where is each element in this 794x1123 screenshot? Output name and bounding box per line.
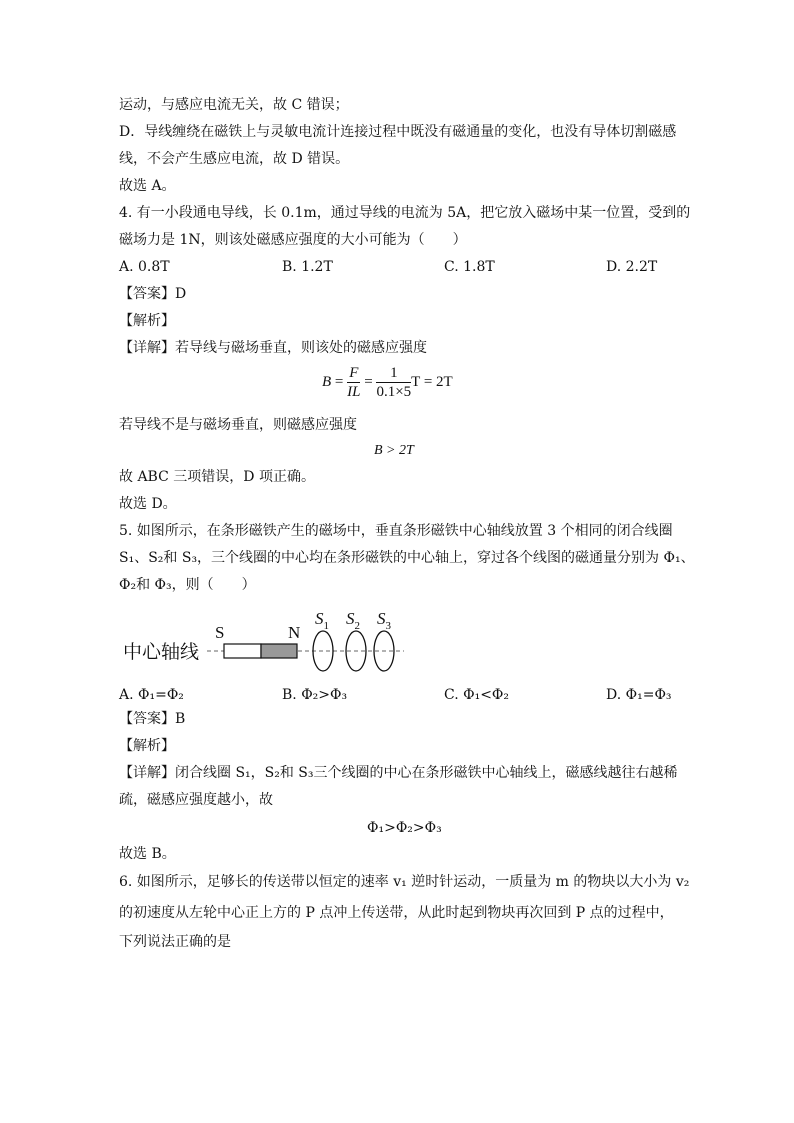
text-line: 线，不会产生感应电流，故 D 错误。	[119, 151, 350, 167]
q4-option-b: B. 1.2T	[282, 259, 333, 275]
flux-relation: Φ₁>Φ₂>Φ₃	[367, 820, 442, 836]
pole-s-label: S	[215, 623, 225, 642]
analysis-label: 【解析】	[119, 313, 175, 329]
question-6-stem: 的初速度从左轮中心正上方的 P 点冲上传送带，从此时起到物块再次回到 P 点的过程中，	[119, 905, 674, 921]
text-line: 若导线不是与磁场垂直，则磁感应强度	[119, 417, 357, 433]
text-line: 故选 D。	[119, 496, 177, 512]
text-line: 故选 B。	[119, 846, 176, 862]
question-4-stem: 磁场力是 1N，则该处磁感应强度的大小可能为（ ）	[119, 232, 467, 248]
analysis-label: 【解析】	[119, 738, 175, 754]
detail-line: 【详解】闭合线圈 S₁，S₂和 S₃三个线圈的中心在条形磁铁中心轴线上，磁感线越往右越稀	[119, 765, 678, 781]
question-6-stem: 下列说法正确的是	[119, 934, 231, 950]
detail-line: 疏，磁感应强度越小，故	[119, 792, 273, 808]
detail-line: 【详解】若导线与磁场垂直，则该处的磁感应强度	[119, 340, 427, 356]
question-5-stem: 5. 如图所示，在条形磁铁产生的磁场中，垂直条形磁铁中心轴线放置 3 个相同的闭合线圈	[119, 523, 673, 539]
answer-label: 【答案】D	[119, 286, 187, 302]
axis-label: 中心轴线	[123, 641, 200, 663]
pole-n-label: N	[288, 623, 301, 642]
q5-option-b: B. Φ₂>Φ₃	[282, 687, 348, 703]
q4-option-c: C. 1.8T	[444, 259, 495, 275]
text-line: 运动，与感应电流无关，故 C 错误；	[119, 97, 349, 113]
q4-option-d: D. 2.2T	[606, 259, 658, 275]
q5-option-c: C. Φ₁<Φ₂	[444, 687, 510, 703]
answer-label: 【答案】B	[119, 711, 186, 727]
formula-b-greater: B > 2T	[374, 443, 414, 458]
question-5-stem: Φ₂和 Φ₃，则（ ）	[119, 577, 256, 593]
coil-s3-label: $S_3$	[377, 609, 391, 632]
magnet-n-half	[261, 644, 297, 658]
magnet-s-half	[224, 644, 261, 658]
q5-option-d: D. Φ₁=Φ₃	[606, 687, 672, 703]
coil-s1-label: $S_1$	[315, 609, 329, 632]
magnet-coil-figure	[119, 600, 419, 680]
formula-b-equals: B = $\frac{F}{IL}$ = $\frac{1}{0.1\times 5}$ T = 2T	[322, 365, 453, 400]
question-4-stem: 4. 有一小段通电导线，长 0.1m，通过导线的电流为 5A，把它放入磁场中某一位置，受到的	[119, 205, 691, 221]
question-6-stem: 6. 如图所示，足够长的传送带以恒定的速率 v₁ 逆时针运动，一质量为 m 的物块以大小为 v₂	[119, 874, 690, 890]
question-5-stem: S₁、S₂和 S₃，三个线圈的中心均在条形磁铁的中心轴上，穿过各个线图的磁通量分别为 Φ₁、	[119, 550, 695, 566]
text-line: 故 ABC 三项错误，D 项正确。	[119, 469, 315, 485]
q4-option-a: A. 0.8T	[119, 259, 170, 275]
text-line: 故选 A。	[119, 178, 176, 194]
q5-option-a: A. Φ₁=Φ₂	[119, 687, 184, 703]
text-line: D．导线缠绕在磁铁上与灵敏电流计连接过程中既没有磁通量的变化，也没有导体切割磁感	[119, 124, 677, 140]
coil-s2-label: $S_2$	[346, 609, 360, 632]
